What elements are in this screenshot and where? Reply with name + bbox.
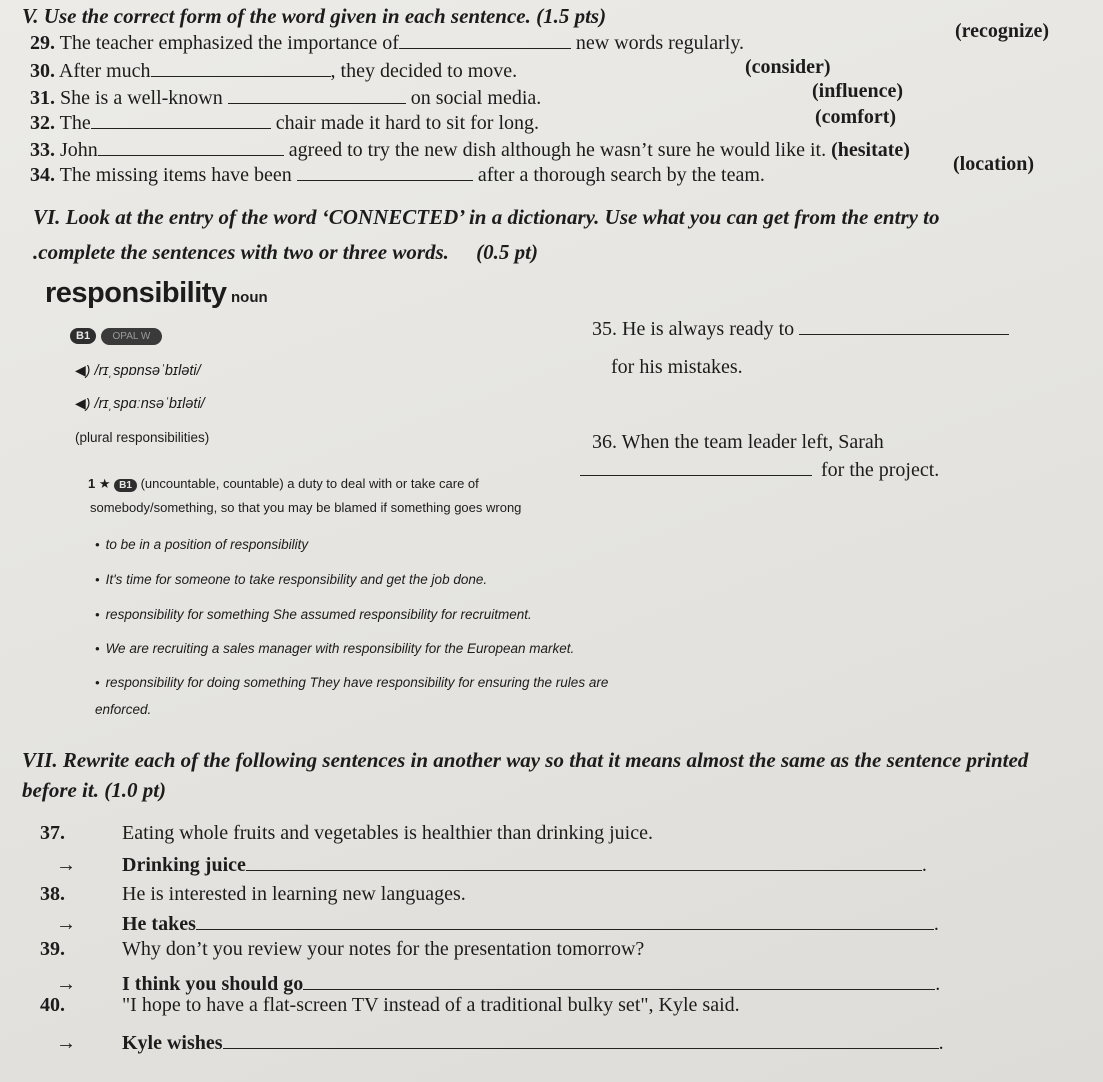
question-29 xyxy=(30,30,744,55)
heading-text: .complete the sentences with two or three words. xyxy=(33,240,449,264)
example-5-cont: enforced. xyxy=(95,702,152,717)
question-text: for the project. xyxy=(821,459,940,481)
sense-definition-cont: somebody/something, so that you may be blamed if something goes wrong xyxy=(90,500,522,515)
question-number: 38. xyxy=(40,883,65,905)
question-text-before: She is a well-known xyxy=(60,87,223,109)
rewrite-start: He takes xyxy=(122,913,196,935)
word-hint: (hesitate) xyxy=(831,139,910,161)
question-sentence: "I hope to have a flat-screen TV instead of a traditional bulky set", Kyle said. xyxy=(122,994,740,1016)
question-text-before: John xyxy=(60,139,98,161)
question-38 xyxy=(40,883,466,906)
headword: responsibility xyxy=(45,277,227,309)
answer-blank[interactable] xyxy=(228,85,406,104)
example-2 xyxy=(95,572,487,587)
sense-1 xyxy=(88,476,479,492)
rewrite-40 xyxy=(56,1030,944,1055)
question-number: 34. xyxy=(30,164,55,186)
question-36-cont xyxy=(580,457,939,482)
question-40 xyxy=(40,994,740,1017)
opal-badge: OPAL W xyxy=(101,328,163,345)
section-6-points: (0.5 pt) xyxy=(476,240,538,264)
question-number: 32. xyxy=(30,112,55,134)
dictionary-headword xyxy=(45,277,268,310)
star-icon: ★ xyxy=(98,476,111,491)
level-badge: B1 xyxy=(70,328,96,344)
pronunciation-uk xyxy=(75,362,201,379)
rewrite-38 xyxy=(56,911,939,936)
section-5-heading: V. Use the correct form of the word given in each sentence. (1.5 pts) xyxy=(22,4,607,28)
pron-text: /rɪˌspɒnsəˈbɪləti/ xyxy=(94,363,201,379)
word-hint: (location) xyxy=(953,153,1035,175)
rewrite-end: . xyxy=(921,854,927,876)
section-6-heading-line2 xyxy=(33,240,538,265)
question-text-before: The xyxy=(59,112,91,134)
answer-blank[interactable] xyxy=(98,137,284,156)
example-text: It's time for someone to take responsibility and get the job done. xyxy=(105,572,488,587)
word-hint: (comfort) xyxy=(815,106,897,128)
rewrite-37 xyxy=(56,852,927,877)
question-sentence: Why don’t you review your notes for the presentation tomorrow? xyxy=(122,938,645,960)
question-text-before: The missing items have been xyxy=(59,164,292,186)
answer-blank[interactable] xyxy=(297,162,473,181)
section-6-heading-line1: VI. Look at the entry of the word ‘CONNECTED’ in a dictionary. Use what you can get from the entry to xyxy=(33,205,940,229)
example-1 xyxy=(95,537,308,552)
question-text-before: After much xyxy=(58,60,151,82)
speaker-icon[interactable]: ◀) xyxy=(75,395,91,411)
answer-blank[interactable] xyxy=(303,971,935,990)
rewrite-end: . xyxy=(935,973,941,995)
answer-blank[interactable] xyxy=(91,110,271,129)
example-text: responsibility for something She assumed responsibility for recruitment. xyxy=(105,607,532,622)
question-text-after: new words regularly. xyxy=(575,32,745,54)
arrow-icon: → xyxy=(56,973,76,995)
arrow-icon: → xyxy=(56,854,76,876)
rewrite-start: I think you should go xyxy=(122,973,304,995)
question-39 xyxy=(40,938,644,961)
answer-blank[interactable] xyxy=(151,58,331,77)
question-text-after: chair made it hard to sit for long. xyxy=(275,112,539,134)
question-number: 29. xyxy=(30,32,55,54)
question-text-after: on social media. xyxy=(410,87,542,109)
plural-form: (plural responsibilities) xyxy=(75,430,210,445)
rewrite-start: Kyle wishes xyxy=(122,1032,223,1054)
rewrite-end: . xyxy=(933,913,939,935)
word-hint: (influence) xyxy=(812,80,904,102)
sense-level-badge: B1 xyxy=(114,479,137,492)
sense-number: 1 xyxy=(88,476,96,491)
pronunciation-us xyxy=(75,395,205,412)
answer-blank[interactable] xyxy=(799,316,1009,335)
example-3 xyxy=(95,607,532,622)
part-of-speech: noun xyxy=(231,289,268,306)
question-number: 31. xyxy=(30,87,55,109)
section-7-heading-line1: VII. Rewrite each of the following sentences in another way so that it means almost the same as the sentence printed xyxy=(22,748,1029,772)
question-number: 40. xyxy=(40,994,65,1016)
bullet-icon: • xyxy=(95,675,100,690)
rewrite-end: . xyxy=(938,1032,944,1054)
answer-blank[interactable] xyxy=(196,911,934,930)
word-hint: (consider) xyxy=(745,56,831,78)
bullet-icon: • xyxy=(95,607,100,622)
rewrite-start: Drinking juice xyxy=(122,854,246,876)
question-text-after: after a thorough search by the team. xyxy=(477,164,765,186)
question-number: 39. xyxy=(40,938,65,960)
question-text-after: , they decided to move. xyxy=(330,60,518,82)
question-34 xyxy=(30,162,765,187)
question-number: 37. xyxy=(40,822,65,844)
dictionary-badges xyxy=(70,326,162,345)
answer-blank[interactable] xyxy=(246,852,922,871)
question-number: 30. xyxy=(30,60,55,82)
question-sentence: Eating whole fruits and vegetables is healthier than drinking juice. xyxy=(122,822,653,844)
question-number: 33. xyxy=(30,139,55,161)
section-7-heading-line2: before it. (1.0 pt) xyxy=(22,778,167,802)
rewrite-39 xyxy=(56,971,940,996)
question-30 xyxy=(30,58,517,83)
word-hint: (recognize) xyxy=(955,20,1050,42)
question-35 xyxy=(592,316,1009,341)
bullet-icon: • xyxy=(95,537,100,552)
question-text-after: agreed to try the new dish although he wasn’t sure he would like it. xyxy=(288,139,827,161)
question-36: 36. When the team leader left, Sarah xyxy=(592,431,884,453)
example-text: responsibility for doing something They have responsibility for ensuring the rules are xyxy=(105,675,609,690)
example-5 xyxy=(95,675,608,690)
arrow-icon: → xyxy=(56,1032,76,1054)
question-31 xyxy=(30,85,541,110)
question-text-before: The teacher emphasized the importance of xyxy=(59,32,399,54)
question-37 xyxy=(40,822,653,845)
question-sentence: He is interested in learning new languages. xyxy=(122,883,466,905)
speaker-icon[interactable]: ◀) xyxy=(75,362,91,378)
answer-blank[interactable] xyxy=(399,30,571,49)
answer-blank[interactable] xyxy=(223,1030,939,1049)
pron-text: /rɪˌspɑːnsəˈbɪləti/ xyxy=(94,396,205,412)
question-35-cont: for his mistakes. xyxy=(611,356,743,378)
arrow-icon: → xyxy=(56,913,76,935)
sense-definition: (uncountable, countable) a duty to deal with or take care of xyxy=(140,476,479,491)
question-33 xyxy=(30,137,910,162)
example-text: We are recruiting a sales manager with responsibility for the European market. xyxy=(105,641,575,656)
bullet-icon: • xyxy=(95,641,100,656)
example-text: to be in a position of responsibility xyxy=(105,537,309,552)
answer-blank[interactable] xyxy=(580,457,812,476)
example-4 xyxy=(95,641,574,656)
bullet-icon: • xyxy=(95,572,100,587)
question-32 xyxy=(30,110,539,135)
question-text: 35. He is always ready to xyxy=(592,318,795,340)
